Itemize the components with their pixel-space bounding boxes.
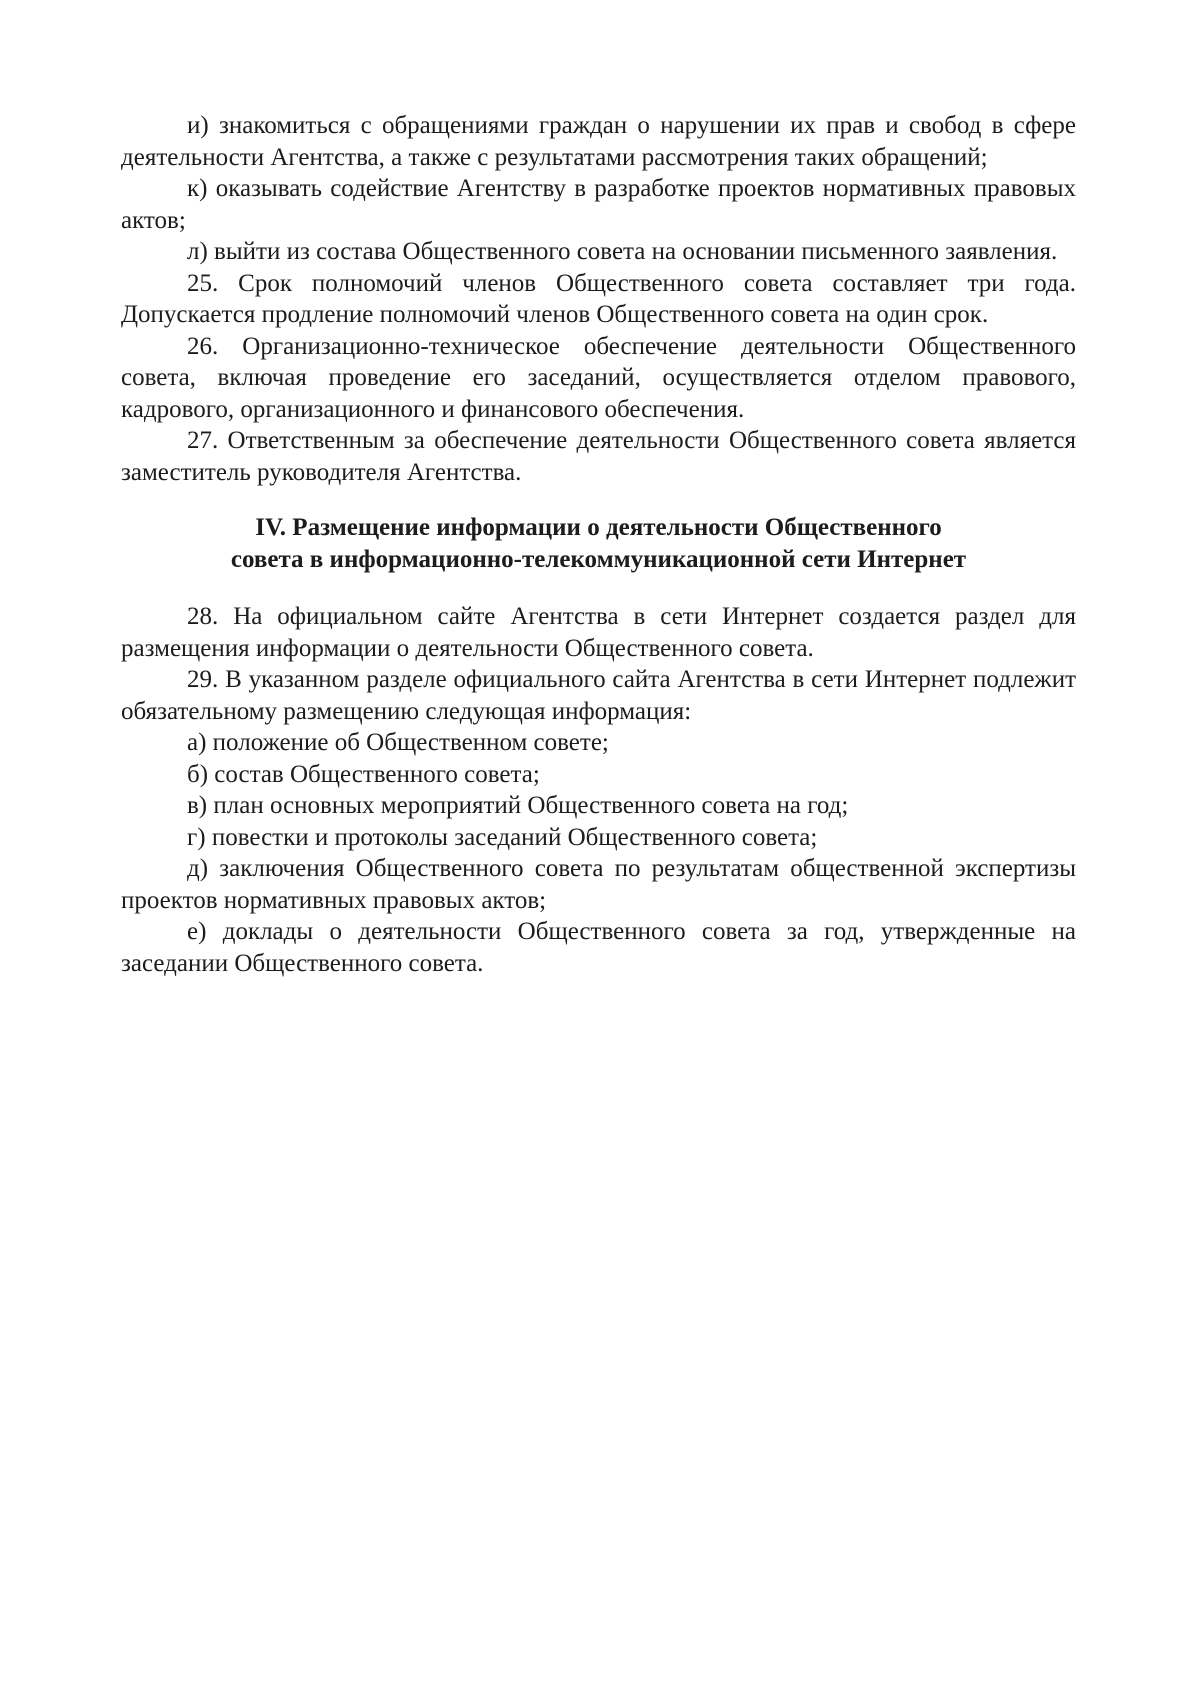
paragraph-item-k: к) оказывать содействие Агентству в разработке проектов нормативных правовых актов; — [121, 175, 1076, 234]
list-item-b: б) состав Общественного совета; — [187, 760, 540, 788]
section-heading — [121, 512, 1076, 575]
paragraph-item-i: и) знакомиться с обращениями граждан о нарушении их прав и свобод в сфере деятельности Агентства, а также с результатами рассмотрения таких обращений; — [121, 112, 1076, 171]
list-item-e: е) доклады о деятельности Общественного совета за год, утвержденные на заседании Общественного совета. — [121, 918, 1076, 977]
document-body — [121, 110, 1076, 979]
list-item-v: в) план основных мероприятий Общественного совета на год; — [187, 792, 849, 819]
list-item-g: г) повестки и протоколы заседаний Общественного совета; — [187, 823, 818, 851]
paragraph-27: 27. Ответственным за обеспечение деятельности Общественного совета является заместитель руководителя Агентства. — [121, 427, 1076, 486]
section-heading-line-2: совета в информационно-телекоммуникационной сети Интернет — [230, 545, 967, 573]
paragraph-25: 25. Срок полномочий членов Общественного совета составляет три года. Допускается продление полномочий членов Общественного совета на один срок. — [121, 269, 1076, 328]
paragraph-item-l: л) выйти из состава Общественного совета на основании письменного заявления. — [187, 238, 1058, 265]
paragraph-29: 29. В указанном разделе официального сайта Агентства в сети Интернет подлежит обязательному размещению следующая информация: — [121, 666, 1076, 725]
paragraph-28: 28. На официальном сайте Агентства в сети Интернет создается раздел для размещения информации о деятельности Общественного совета. — [121, 603, 1076, 662]
list-item-d: д) заключения Общественного совета по результатам общественной экспертизы проектов нормативных правовых актов; — [121, 855, 1076, 914]
section-heading-line-1: IV. Размещение информации о деятельности Общественного — [255, 514, 942, 541]
list-item-a: а) положение об Общественном совете; — [187, 729, 609, 756]
paragraph-26: 26. Организационно-техническое обеспечение деятельности Общественного совета, включая проведение его заседаний, осуществляется отделом правового, кадрового, организационного и финансового обеспечения. — [121, 332, 1076, 423]
